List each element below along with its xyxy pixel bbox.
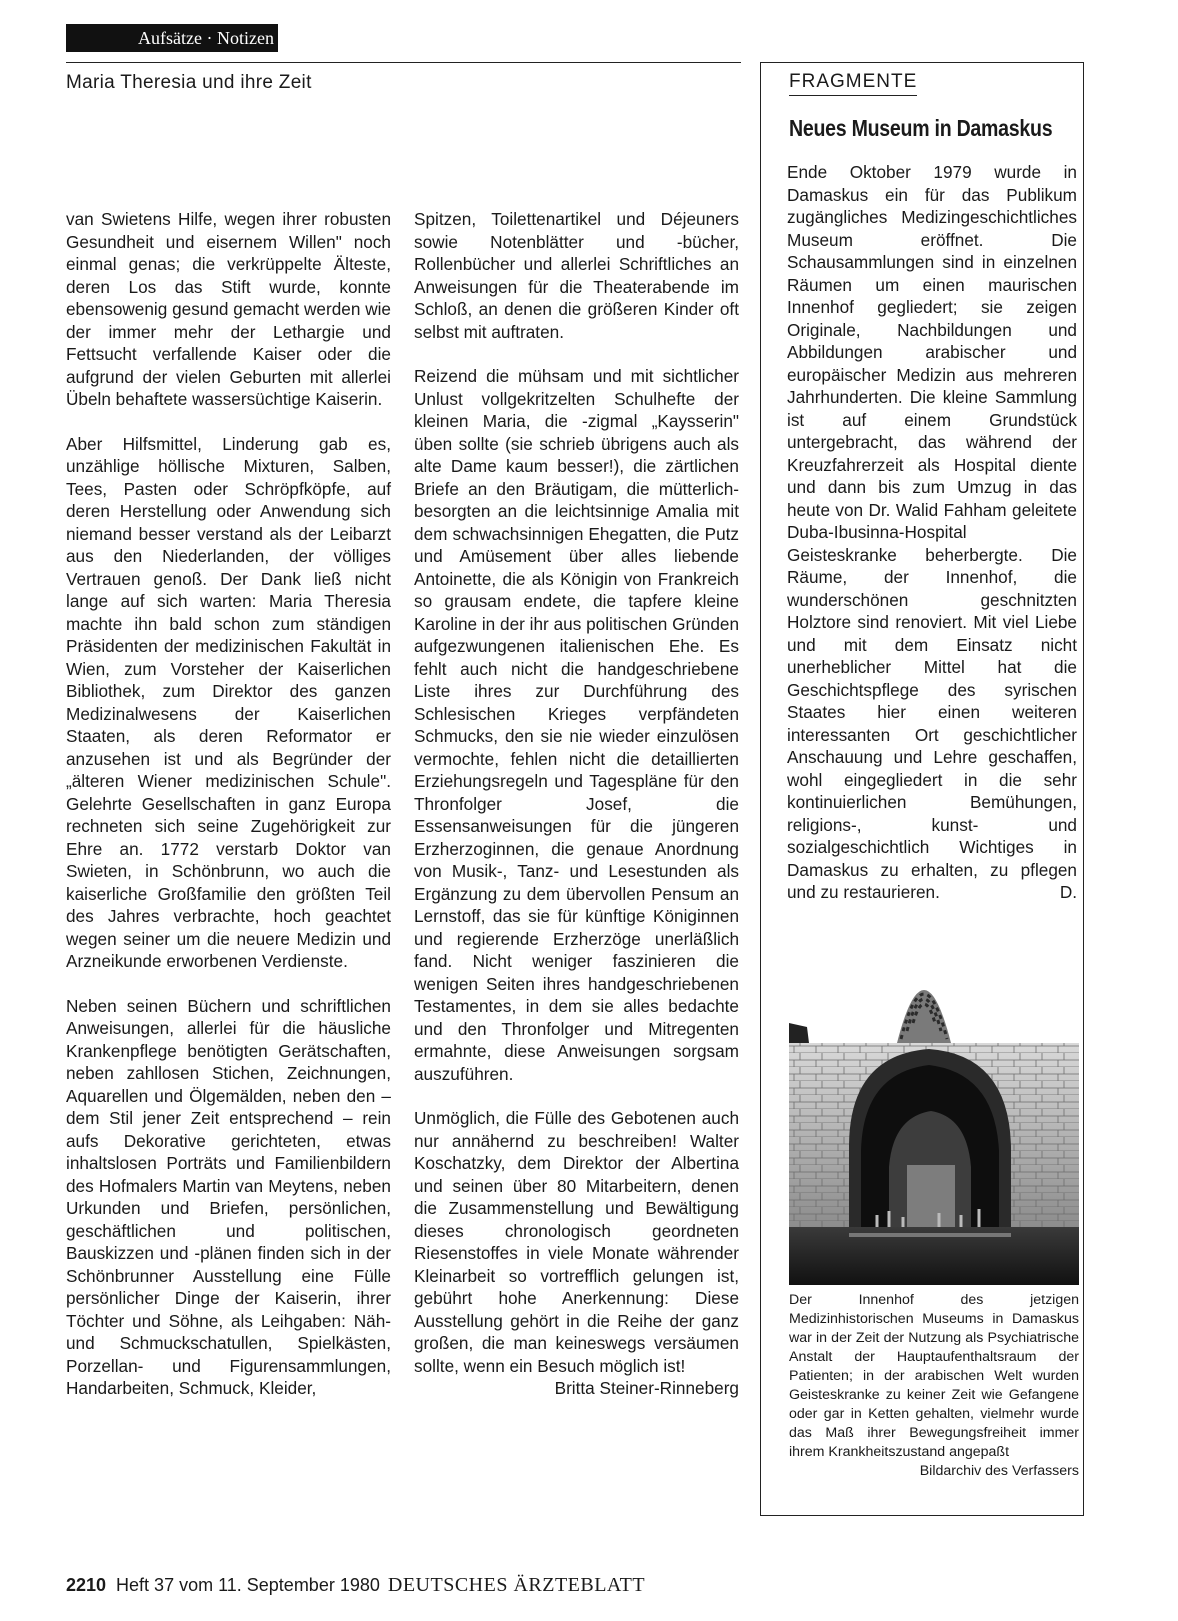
series-title: Maria Theresia und ihre Zeit <box>66 72 312 93</box>
page-footer <box>66 1574 645 1597</box>
courtyard-photo <box>789 927 1079 1285</box>
article-column-1 <box>66 208 391 1422</box>
sidebar-body-text: Ende Oktober 1979 wurde in Damaskus ein für das Publikum zugängliches Medizingeschichtliches Museum eröffnet. Die Schausammlungen sind in einzelnen Räumen um einen maurischen Innenhof gegliedert; sie zeigen Originale, Nachbildungen und Abbildungen arabischer und europäischer Medizin aus mehreren Jahrhunderten. Die kleine Sammlung ist auf einem Grundstück untergebracht, das während der Kreuzfahrerzeit als Hospital diente und dann bis zum Umzug in das heute von Dr. Walid Fahham geleitete Duba-Ibusinna-Hospital Geisteskranke beherbergte. Die Räume, der Innenhof, die wunderschönen geschnitzten Holztore sind renoviert. Mit viel Liebe und mit dem Einsatz nicht unerheblicher Mittel hat die Geschichtspflege des syrischen Staates hier einen weiteren interessanten Ort geschichtlicher Anschauung und Lehre geschaffen, wohl eingegliedert in die sehr kontinuierlichen Bemühungen, religions-, kunst- und sozialgeschichtlich Wichtiges in Damaskus zu erhalten, zu pflegen und zu restaurieren. <box>787 162 1077 902</box>
sidebar-initial: D. <box>1059 882 1077 902</box>
photo-credit: Bildarchiv des Verfassers <box>919 1463 1079 1479</box>
author-signature: Britta Steiner-Rinneberg <box>554 1378 739 1398</box>
fragmente-sidebar <box>760 62 1084 1516</box>
article-paragraph: Reizend die mühsam und mit sichtlicher Unlust vollgekritzelten Schulhefte der kleinen Maria, die -zigmal „Kaysserin" üben sollte (sie schrieb übrigens auch als alte Dame kaum besser!), die zärtlichen Briefe an den Bräutigam, die mütterlich-besorgten an die leichtsinnige Amalia mit dem schwachsinnigen Ehegatten, die Putz und Amüsement über alles liebende Antoinette, die als Königin von Frankreich so grausam endete, die tapfere kleine Karoline in der ihr aus politischen Gründen aufgezwungenen italienischen Ehe. Es fehlt auch nicht die handgeschriebene Liste ihres zur Durchführung des Schlesischen Krieges verpfändeten Schmucks, den sie nie wieder einzulösen vermochte, fehlen nicht die detaillierten Erziehungsregeln und Tagespläne für den Thronfolger Josef, die Essensanweisungen für die jüngeren Erzherzoginnen, die genaue Anordnung von Musik-, Tanz- und Lesestunden als Ergänzung zu dem übervollen Pensum an Lernstoff, das sie für künftige Königinnen und regierende Erzherzöge unerläßlich fand. Nicht weniger faszinieren die wenigen Seiten ihres handgeschriebenen Testamentes, in dem sie alles bedachte und den Thronfolger und Mitregenten ermahnte, diese Anweisungen sorgsam auszuführen. <box>414 366 739 1084</box>
sidebar-headline: Neues Museum in Damaskus <box>789 115 1053 141</box>
article-paragraph: Aber Hilfsmittel, Linderung gab es, unzählige höllische Mixturen, Salben, Tees, Pasten oder Schröpfköpfe, auf deren Herstellung oder Anwendung sich niemand besser verstand als der Leibarzt aus den Niederlanden, der völliges Vertrauen genoß. Der Dank ließ nicht lange auf sich warten: Maria Theresia machte ihn bald schon zum ständigen Präsidenten der medizinischen Fakultät in Wien, zum Vorsteher der Kaiserlichen Bibliothek, zum Direktor des ganzen Medizinalwesens der Kaiserlichen Staaten, als deren Reformator er anzusehen ist und als Begründer der „älteren Wiener medizinischen Schule". Gelehrte Gesellschaften in ganz Europa rechneten sich seine Zugehörigkeit zur Ehre an. 1772 verstarb Doktor van Swieten, in Schönbrunn, wo auch die kaiserliche Großfamilie den größten Teil des Jahres verbrachte, hoch geachtet wegen seiner um die neuere Medizin und Arzneikunde erworbenen Verdienste. <box>66 433 391 971</box>
article-paragraph: Unmöglich, die Fülle des Gebotenen auch nur annähernd zu beschreiben! Walter Koschatzky, dem Direktor der Albertina und seinen über 80 Mitarbeitern, denen die Zusammenstellung und Bewältigung dieses chronologisch geordneten Riesenstoffes in viele Monate währender Kleinarbeit so vortrefflich gelungen ist, gebührt hohe Anerkennung: Diese Ausstellung gehört in die Reihe der ganz großen, die man keineswegs versäumen sollte, wenn ein Besuch möglich ist! <box>414 1108 739 1376</box>
photo-caption <box>789 1291 1079 1481</box>
sidebar-body <box>787 161 1077 904</box>
photo-caption-text: Der Innenhof des jetzigen Medizinhistorischen Museums in Damaskus war in der Zeit der Nutzung als Psychiatrische Anstalt der Hauptaufenthaltsraum der Patienten; in der arabischen Welt wurden Geisteskranke zu keiner Zeit wie Gefangene oder gar in Ketten gehalten, vielmehr wurde das Maß ihrer Bewegungsfreiheit immer ihrem Krankheitszustand angepaßt <box>789 1292 1079 1460</box>
article-paragraph: Neben seinen Büchern und schriftlichen Anweisungen, allerlei für die häusliche Krankenpflege benötigten Gerätschaften, neben zahllosen Stichen, Zeichnungen, Aquarellen und Ölgemälden, neben den – dem Stil jener Zeit entsprechend – rein aufs Dekorative gerichteten, etwas inhaltslosen Porträts und Familienbildern des Hofmalers Martin van Meytens, neben Urkunden und Briefen, persönlichen, geschäftlichen und politischen, Bauskizzen und -plänen finden sich in der Schönbrunner Ausstellung eine Fülle persönlicher Dinge der Kaiserin, ihrer Töchter und Söhne, als Leihgaben: Näh- und Schmuckschatullen, Spielkästen, Porzellan- und Figurensammlungen, Handarbeiten, Schmuck, Kleider, <box>66 995 391 1398</box>
issue-info: Heft 37 vom 11. September 1980 <box>116 1575 380 1595</box>
section-tag: Aufsätze · Notizen <box>66 24 278 52</box>
article-paragraph: van Swietens Hilfe, wegen ihrer robusten Gesundheit und eisernem Willen" noch einmal genas; die verkrüppelte Älteste, deren Los das Stift wurde, konnte ebensowenig gesund gemacht werden wie der immer mehr der Lethargie und Fettsucht verfallende Kaiser oder die aufgrund der vielen Geburten mit allerlei Übeln behaftete wassersüchtige Kaiserin. <box>66 209 391 409</box>
article-column-2 <box>414 208 739 1400</box>
journal-name: DEUTSCHES ÄRZTEBLATT <box>387 1574 646 1596</box>
page-number: 2210 <box>66 1575 107 1595</box>
header-rule <box>66 62 741 63</box>
article-paragraph: Spitzen, Toilettenartikel und Déjeuners sowie Notenblätter und -bücher, Rollenbücher und allerlei Schriftliches an Anweisungen für die Theaterabende im Schloß, an denen die größeren Kinder oft selbst mit auftraten. <box>414 209 739 342</box>
sidebar-label: FRAGMENTE <box>789 71 917 96</box>
